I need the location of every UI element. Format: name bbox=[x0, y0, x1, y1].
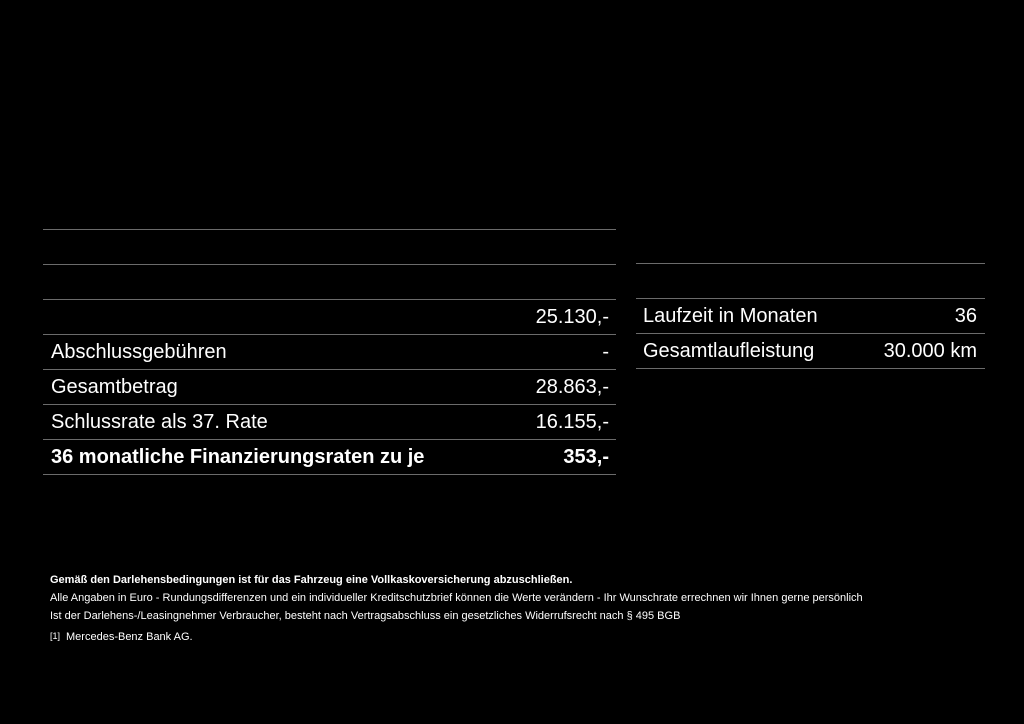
term-months-value: 36 bbox=[954, 305, 977, 327]
closing-fees-label: Abschlussgebühren bbox=[51, 341, 227, 363]
footnote bbox=[50, 628, 1010, 646]
final-installment-row bbox=[43, 405, 616, 440]
terms-table bbox=[636, 263, 985, 369]
monthly-installment-row bbox=[43, 440, 616, 475]
term-months-row bbox=[636, 299, 985, 334]
disclaimer-line-2: Ist der Darlehens-/Leasingnehmer Verbraucher, besteht nach Vertragsabschluss ein gesetzliches Widerrufsrecht nach § 495 BGB bbox=[50, 610, 681, 622]
closing-fees-value: - bbox=[602, 341, 609, 363]
financing-row-3 bbox=[43, 300, 616, 335]
final-installment-label: Schlussrate als 37. Rate bbox=[51, 411, 268, 433]
total-mileage-label: Gesamtlaufleistung bbox=[643, 340, 815, 362]
total-mileage-row bbox=[636, 334, 985, 369]
monthly-installment-label: 36 monatliche Finanzierungsraten zu je bbox=[51, 446, 425, 468]
total-amount-row bbox=[43, 370, 616, 405]
financing-row-1 bbox=[43, 230, 616, 265]
financing-row-3-value: 25.130,- bbox=[535, 306, 609, 328]
terms-row-1 bbox=[636, 264, 985, 299]
term-months-label: Laufzeit in Monaten bbox=[643, 305, 818, 327]
insurance-notice: Gemäß den Darlehensbedingungen ist für das Fahrzeug eine Vollkaskoversicherung abzuschließen. bbox=[50, 574, 573, 586]
footnote-marker: [1] bbox=[50, 631, 61, 641]
total-amount-label: Gesamtbetrag bbox=[51, 376, 178, 398]
final-installment-value: 16.155,- bbox=[535, 411, 609, 433]
legal-notes bbox=[50, 571, 1010, 646]
total-mileage-value: 30.000 km bbox=[883, 340, 977, 362]
footnote-text: Mercedes-Benz Bank AG. bbox=[66, 631, 193, 643]
financing-table bbox=[43, 229, 616, 475]
disclaimer-line-1: Alle Angaben in Euro - Rundungsdifferenzen und ein individueller Kreditschutzbrief können die Werte verändern - Ihr Wunschrate errechnen wir Ihnen gerne persönlich bbox=[50, 592, 863, 604]
monthly-installment-value: 353,- bbox=[563, 446, 609, 468]
financing-row-2 bbox=[43, 265, 616, 300]
closing-fees-row bbox=[43, 335, 616, 370]
total-amount-value: 28.863,- bbox=[535, 376, 609, 398]
